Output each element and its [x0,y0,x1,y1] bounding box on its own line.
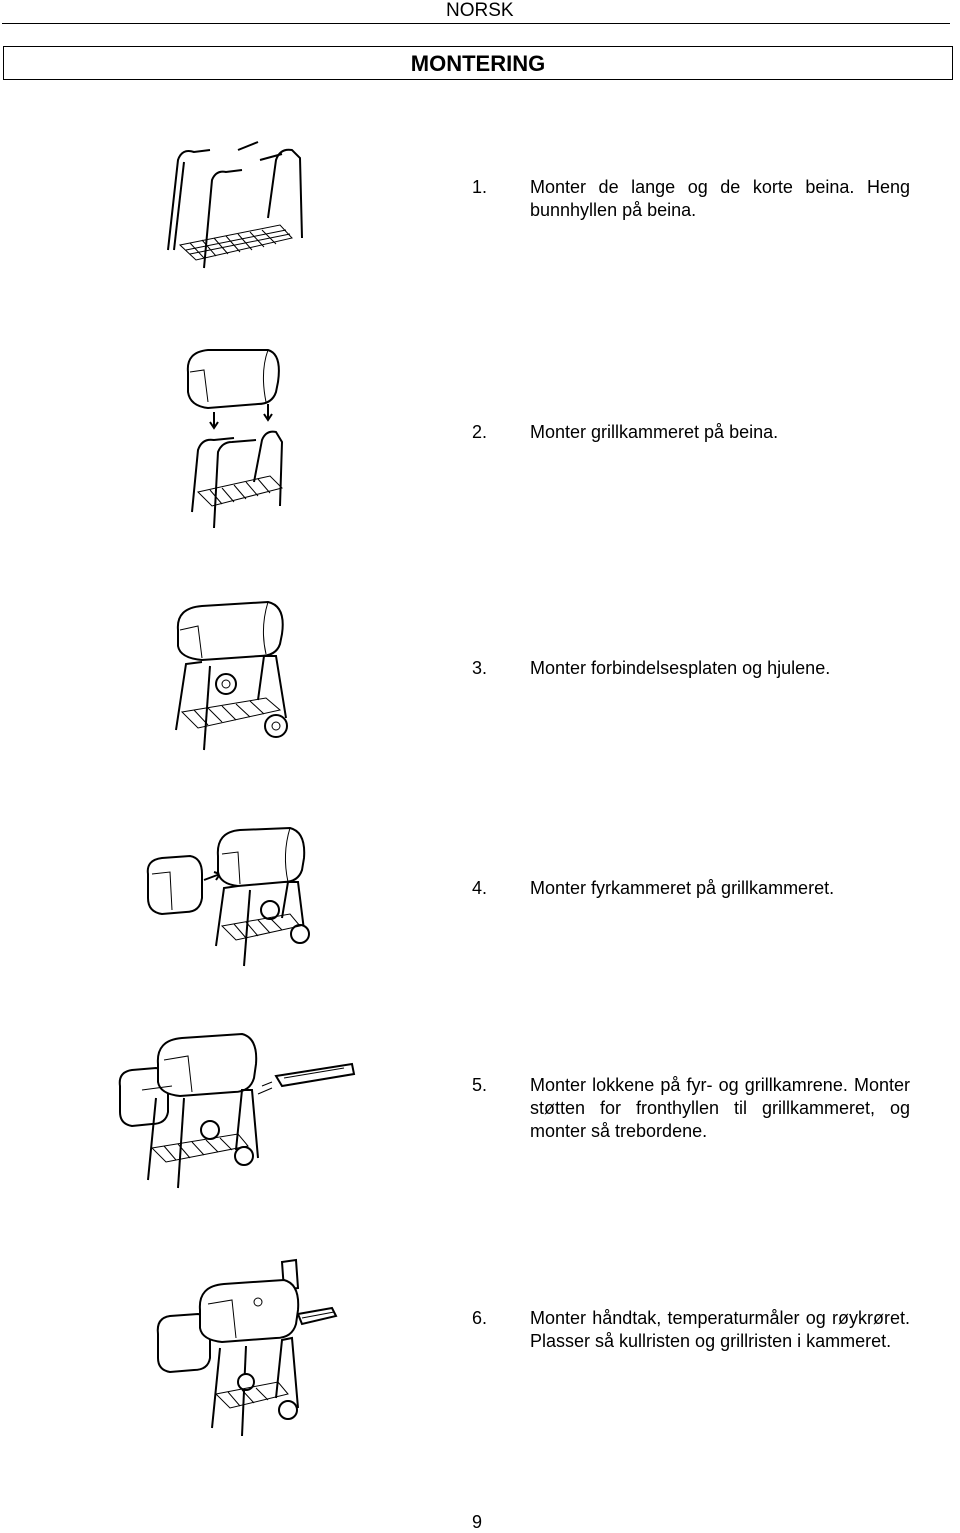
step-number: 6. [472,1308,488,1328]
language-label: NORSK [446,0,514,21]
header-rule [2,23,950,24]
firebox-illustration [140,826,315,971]
step-text: Monter grillkammeret på beina. [530,422,779,442]
legs-shelf-illustration [160,130,310,280]
step-text: Monter forbindelsesplaten og hjulene. [530,658,831,678]
step-number: 2. [472,422,488,442]
step-number: 4. [472,878,488,898]
step-number: 3. [472,658,488,678]
chamber-on-legs-illustration [178,342,288,532]
complete-smoker-illustration [150,1258,340,1443]
page-title: MONTERING [3,46,953,80]
wheels-illustration [168,600,308,760]
step-number: 5. [472,1075,488,1095]
step-text: Monter fyrkammeret på grillkammeret. [530,878,835,898]
step-text: Monter håndtak, temperaturmåler og røykrøret. Plasser så kullristen og grillristen i kammeret. [530,1308,910,1351]
step-number: 1. [472,177,488,197]
lids-illustration [112,1030,357,1190]
step-text: Monter de lange og de korte beina. Heng bunnhyllen på beina. [530,177,910,220]
step-text: Monter lokkene på fyr- og grillkamrene. Monter støtten for fronthyllen til grillkammeret, og monter så trebordene. [530,1075,910,1141]
